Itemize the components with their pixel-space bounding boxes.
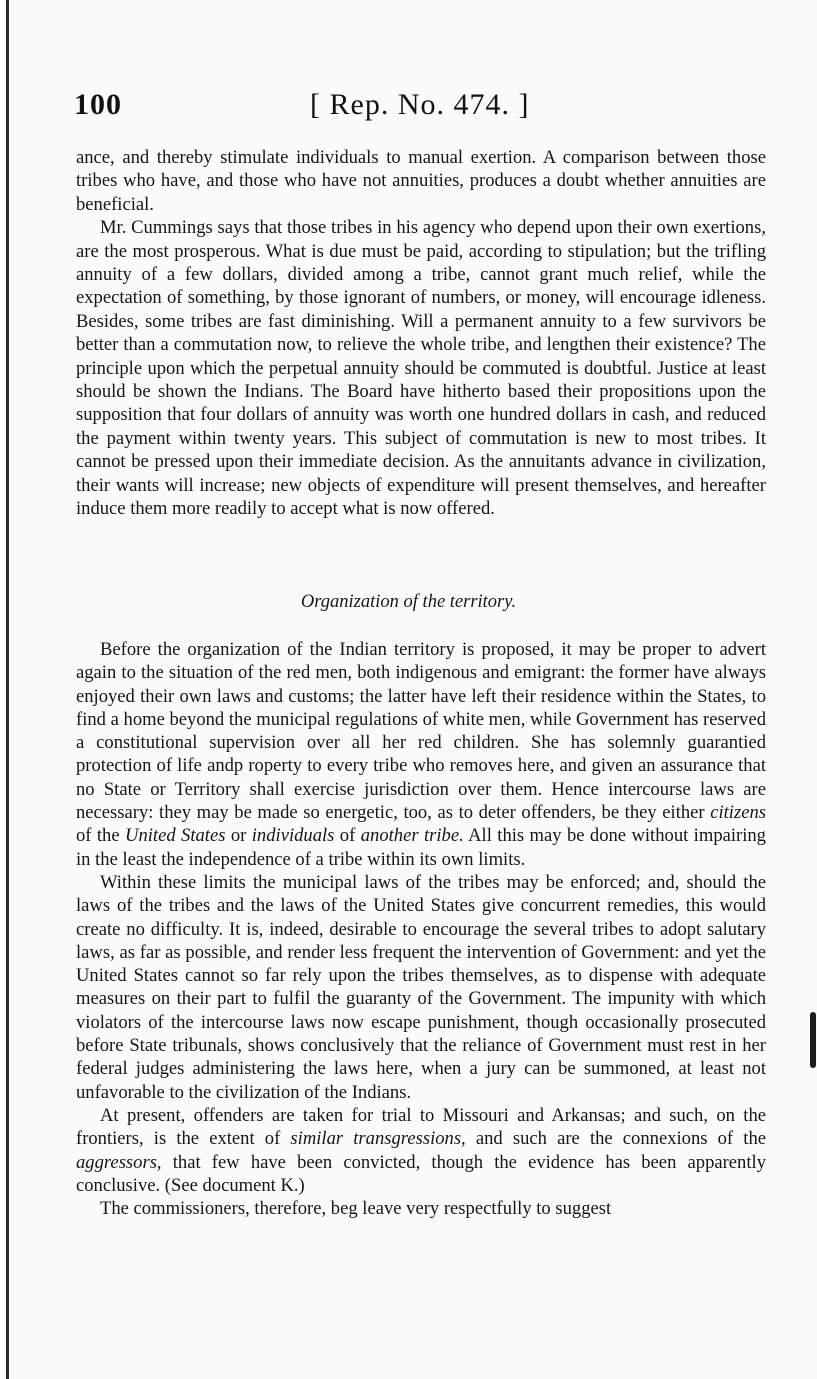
page-header	[74, 88, 774, 128]
paragraph-text: At present, offenders are taken for trial to Missouri and Arkansas; and such, on the frontiers, is the extent of	[76, 1104, 766, 1150]
paragraph-text: that few have been convicted, though the evidence has been apparently conclusive. (See document K.)	[76, 1151, 766, 1196]
paragraph: The commissioners, therefore, beg leave very respectfully to suggest	[100, 1198, 612, 1220]
paragraph	[76, 1104, 766, 1197]
paragraph: Within these limits the municipal laws of the tribes may be enforced; and, should the laws of the tribes and the laws of the United States give concurrent remedies, this would create no difficulty. It is, indeed, desirable to encourage the several tribes to adopt salutary laws, as far as possible, and render less frequent the intervention of Government: and yet the United States cannot so far rely upon the tribes themselves, as to dispense with adequate measures on their part to fulfil the guaranty of the Government. The impunity with which violators of the intercourse laws now escape punishment, though occasionally prosecuted before State tribunals, shows conclusively that the reliance of Government must rest in her federal judges administering the laws here, when a jury can be summoned, at least not unfavorable to the civilization of the Indians.	[76, 871, 766, 1103]
page-right-edge-mark	[810, 1012, 816, 1068]
page-number: 100	[74, 88, 122, 121]
body-text-bottom	[76, 638, 766, 1220]
page-left-edge	[6, 0, 9, 1379]
emphasis-text: individuals	[251, 825, 335, 847]
paragraph: Mr. Cummings says that those tribes in his agency who depend upon their own exertions, are the most prosperous. What is due must be paid, according to stipulation; but the trifling annuity of a few dollars, divided among a tribe, cannot grant much relief, while the expectation of something, by those ignorant of numbers, or money, will encourage idleness. Besides, some tribes are fast diminishing. Will a permanent annuity to a few survivors be better than a commutation now, to relieve the whole tribe, and lengthen their existence? The principle upon which the perpetual annuity should be commuted is doubtful. Justice at least should be shown the Indians. The Board have hitherto based their propositions upon the supposition that four dollars of annuity was worth one hundred dollars in cash, and reduced the payment within twenty years. This subject of commutation is new to most tribes. It cannot be pressed upon their immediate decision. As the annuitants advance in civilization, their wants will increase; new objects of expenditure will present themselves, and hereafter induce them more readily to accept what is now offered.	[76, 217, 766, 520]
paragraph-text: Before the organization of the Indian territory is proposed, it may be proper to advert again to the situation of the red men, both indigenous and emigrant: the former have always enjoyed their own laws and customs; the latter have left their residence within the States, to find a home beyond the municipal regulations of white men, while Government has reserved a constitutional supervision over all her red children. She has solemnly guarantied protection of life andp roperty to every tribe who removes here, and given an assurance that no State or Territory shall exercise jurisdiction over them. Hence intercourse laws are necessary: they may be made so energetic, too, as to deter offenders, be they either	[76, 639, 766, 824]
emphasis-text: citizens	[710, 802, 766, 824]
body-text-top	[76, 146, 766, 521]
paragraph-text: of the	[76, 825, 126, 847]
paragraph	[76, 638, 766, 871]
emphasis-text: aggressors,	[76, 1151, 162, 1173]
emphasis-text: similar transgressions,	[290, 1128, 466, 1150]
paragraph-text: All this may be done without impairing in the least the independence of a tribe within its own limits.	[76, 825, 766, 870]
paragraph-text: and such are the connexions of the	[465, 1128, 766, 1150]
emphasis-text: United States	[125, 825, 226, 847]
running-head: [ Rep. No. 474. ]	[310, 88, 530, 121]
paragraph-text: or	[225, 825, 252, 847]
emphasis-text: another tribe.	[360, 825, 464, 847]
section-heading: Organization of the territory.	[300, 592, 517, 612]
paragraph-text: of	[334, 825, 361, 847]
paragraph: ance, and thereby stimulate individuals to manual exertion. A comparison between those tribes who have, and those who have not annuities, produces a doubt whether annuities are beneficial.	[76, 147, 766, 215]
